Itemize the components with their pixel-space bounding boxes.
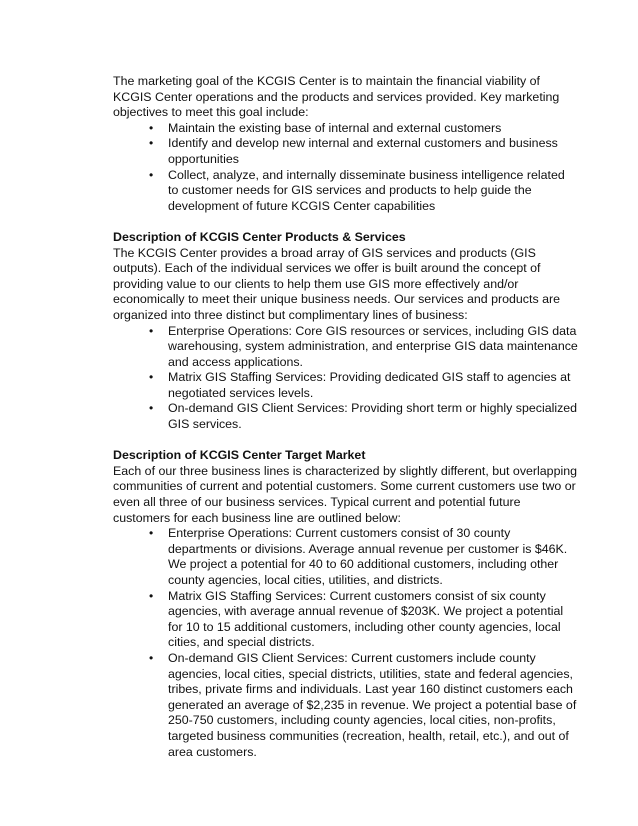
bullet-icon: • [149,136,154,151]
market-paragraph: Each of our three business lines is characterized by slightly different, but overlapping communities of current and potential customers. Some current customers use two or even all three of our business services. Typical current and potential future customers for each business line are outlined below: [113,463,577,525]
bullet-icon: • [149,167,154,182]
list-item: • Maintain the existing base of internal and external customers [149,120,502,135]
business-lines-list [113,324,578,433]
target-market-list [113,526,578,760]
bullet-icon: • [149,588,154,603]
intro-paragraph: The marketing goal of the KCGIS Center is to maintain the financial viability of KCGIS Center operations and the products and services provided. Key marketing objectives to meet this goal include: [113,74,560,120]
list-item: • Enterprise Operations: Core GIS resources or services, including GIS data warehousing, system administration, and enterprise GIS data maintenance and access applications. [149,323,578,369]
bullet-icon: • [149,401,154,416]
list-item: • On-demand GIS Client Services: Current customers include county agencies, local cities, special districts, utilities, state and federal agencies, tribes, private firms and individuals. Last year 160 distinct customers each generated an average of $2,235 in revenue. We project a potential base of 250-750 customers, including county agencies, local cities, non-profits, targeted business communities (recreation, health, retail, etc.), and out of area customers. [149,650,577,759]
list-item: • Enterprise Operations: Current customers consist of 30 county departments or divisions. Average annual revenue per customer is $46K. We project a potential for 40 to 60 additional customers, including other county agencies, local cities, utilities, and districts. [149,526,568,587]
list-item: • Matrix GIS Staffing Services: Providing dedicated GIS staff to agencies at negotiated services levels. [149,370,571,400]
bullet-icon: • [149,370,154,385]
products-heading: Description of KCGIS Center Products & Services [113,229,406,244]
list-item: • Collect, analyze, and internally disseminate business intelligence related to customer needs for GIS services and products to help guide the development of future KCGIS Center capabilities [149,167,565,213]
list-item: • Matrix GIS Staffing Services: Current customers consist of six county agencies, with average annual revenue of $203K. We project a potential for 10 to 15 additional customers, including other county agencies, local cities, and special districts. [149,588,564,650]
products-paragraph: The KCGIS Center provides a broad array of GIS services and products (GIS outputs). Each of the individual services we offer is built around the concept of providing value to our clients to help them use GIS more effectively and/or economically to meet their unique business needs. Our services and products are organized into three distinct but complimentary lines of business: [113,245,560,322]
list-item: • On-demand GIS Client Services: Providing short term or highly specialized GIS services. [149,401,578,432]
bullet-icon: • [149,323,154,338]
bullet-icon: • [149,120,154,135]
bullet-icon: • [149,526,154,541]
bullet-icon: • [149,650,154,665]
list-item: • Identify and develop new internal and external customers and business opportunities [149,136,558,166]
market-heading: Description of KCGIS Center Target Market [113,448,366,463]
marketing-objectives-list [113,121,578,215]
